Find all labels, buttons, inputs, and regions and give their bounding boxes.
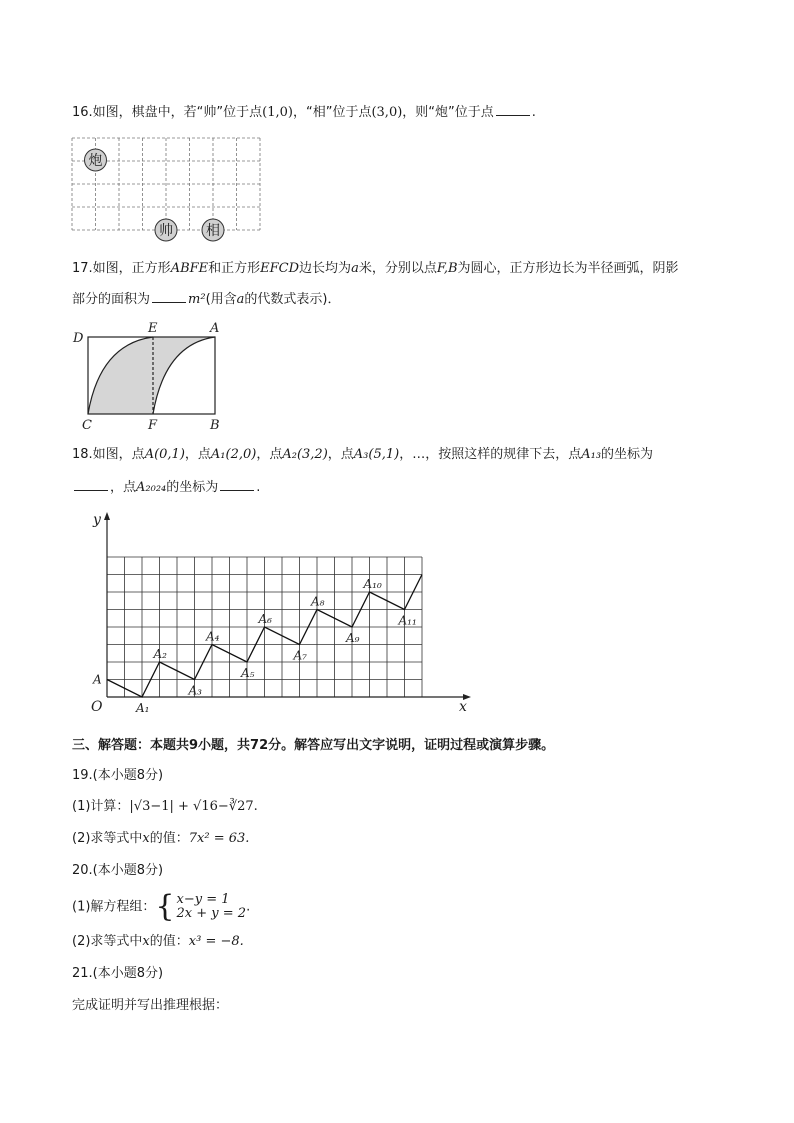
q19-p2-mid: 的值： (149, 831, 189, 846)
q19-p2-label: (2)求等式中 (72, 831, 143, 846)
q18-sep-1: ，点 (184, 447, 211, 462)
question-17-line2 (72, 290, 340, 310)
q20-p2-label: (2)求等式中 (72, 934, 143, 949)
label-a: A (210, 321, 220, 336)
q20-eq2: 2x + y = 2 (176, 906, 247, 921)
q17-square-2: EFCD (260, 261, 300, 276)
label-f: F (148, 418, 158, 433)
q18-text-c: 的坐标为 (601, 447, 654, 462)
q18-point-a3: A₃(5,1) (353, 447, 400, 462)
y-axis-arrow-icon (104, 512, 110, 520)
piece-pao (85, 149, 107, 171)
q17-text-h: 的代数式表示)． (244, 292, 341, 307)
q18-point-a0: A(0,1) (144, 447, 185, 462)
q16-text-b: ，“相”位于点 (292, 105, 372, 120)
q19-p1-expr-a: |√3−1| + √16 (129, 799, 218, 814)
q16-answer-blank (496, 103, 530, 116)
q18-text-a: 18.如图，点 (72, 447, 145, 462)
point-label: A₄ (206, 629, 220, 644)
q18-point-a2024: A₂₀₂₄ (136, 480, 167, 495)
piece-xiang (202, 219, 224, 241)
question-21-title (72, 964, 163, 984)
q21-title: 21.(本小题8分) (72, 966, 164, 981)
q17-var-a: a (351, 261, 359, 276)
q17-var-a-2: a (236, 292, 245, 307)
q18-text-b: ，…，按照这样的规律下去，点 (399, 447, 582, 462)
question-20-part1 (72, 889, 251, 924)
q20-p2-var: x (142, 934, 150, 949)
question-21-text (72, 996, 228, 1016)
point-label: A₁₀ (363, 577, 382, 591)
point-label: A₈ (311, 594, 325, 609)
point-label: A₇ (293, 648, 307, 663)
point-label: A (93, 672, 102, 687)
equation-system (155, 889, 247, 924)
section-3-text: 三、解答题：本题共9小题，共72分。解答应写出文字说明，证明过程或演算步骤。 (72, 738, 555, 753)
q20-eq1: x−y = 1 (176, 892, 230, 907)
point-label: A₁ (136, 701, 150, 715)
origin-label: O (91, 699, 103, 715)
q17-unit: m² (188, 292, 206, 307)
svg-text:相: 相 (206, 223, 220, 239)
question-19-part2 (72, 829, 249, 849)
brace-icon: { (155, 889, 175, 924)
q16-coord-xiang: (3,0) (371, 105, 403, 120)
q18-answer-blank-1 (74, 478, 108, 491)
zigzag-grid-figure (85, 508, 485, 718)
q17-text-d: 米，分别以点 (358, 261, 437, 276)
point-label: A₉ (346, 631, 360, 645)
q18-point-a13: A₁₃ (581, 447, 602, 462)
q17-centers: F,B (436, 261, 458, 276)
label-c: C (82, 418, 92, 433)
axis-y-label: y (93, 512, 101, 528)
piece-shuai (155, 219, 177, 241)
point-label: A₂ (153, 647, 167, 661)
label-d: D (73, 331, 84, 346)
question-16 (72, 103, 536, 123)
squares-figure (70, 318, 230, 434)
q17-text-a: 17.如图，正方形 (72, 261, 171, 276)
q18-answer-blank-2 (220, 478, 254, 491)
q20-p1-label: (1)解方程组： (72, 899, 156, 915)
question-19-part1 (72, 797, 258, 817)
q17-text-f: 部分的面积为 (72, 292, 151, 307)
point-label: A₁₁ (398, 613, 417, 628)
point-label: A₃ (188, 683, 202, 698)
shaded-region-right (153, 337, 215, 414)
q18-text-d: ，点 (110, 480, 137, 495)
label-e: E (148, 321, 158, 336)
q17-text-g: (用含 (205, 292, 237, 307)
point-label: A₆ (258, 612, 272, 626)
q20-p2-eq: x³ = −8. (188, 934, 244, 949)
question-19-title (72, 766, 163, 786)
q20-title: 20.(本小题8分) (72, 863, 164, 878)
q20-eq-end: . (246, 899, 251, 915)
q18-text-e: 的坐标为 (166, 480, 219, 495)
q16-coord-shuai: (1,0) (262, 105, 293, 120)
q19-p2-eq: 7x² = 63. (188, 831, 250, 846)
question-20-title (72, 861, 163, 881)
question-20-part2 (72, 932, 244, 952)
q19-p2-var: x (142, 831, 150, 846)
q19-title: 19.(本小题8分) (72, 768, 164, 783)
q17-text-c: 边长均为 (299, 261, 352, 276)
q17-answer-blank (152, 290, 186, 303)
q18-end: . (256, 480, 261, 495)
q17-text-e: 为圆心，正方形边长为半径画弧，阴影 (457, 261, 679, 276)
q17-square-1: ABFE (170, 261, 209, 276)
question-18-line1 (72, 445, 653, 465)
svg-text:帅: 帅 (159, 223, 173, 239)
q19-p1-label: (1)计算： (72, 799, 130, 814)
q18-sep-3: ，点 (327, 447, 354, 462)
q18-sep-2: ，点 (256, 447, 283, 462)
question-18-line2 (72, 478, 260, 498)
point-label: A₅ (241, 666, 255, 680)
axis-x-label: x (459, 699, 467, 715)
question-17-line1 (72, 259, 679, 279)
svg-text:炮: 炮 (88, 153, 103, 169)
q17-text-b: 和正方形 (208, 261, 261, 276)
q18-point-a1: A₁(2,0) (210, 447, 257, 462)
q20-p2-mid: 的值： (149, 934, 189, 949)
section-3-heading (72, 736, 554, 756)
q16-end: . (531, 105, 536, 120)
q19-p1-expr-b: −∛27. (217, 799, 258, 814)
label-b: B (210, 418, 220, 433)
q16-text-c: ，则“炮”位于点 (402, 105, 494, 120)
chessboard-figure (70, 136, 265, 246)
q16-text: 16.如图，棋盘中，若“帅”位于点 (72, 105, 263, 120)
q21-text: 完成证明并写出推理根据： (72, 998, 229, 1013)
q18-point-a2: A₂(3,2) (282, 447, 328, 462)
